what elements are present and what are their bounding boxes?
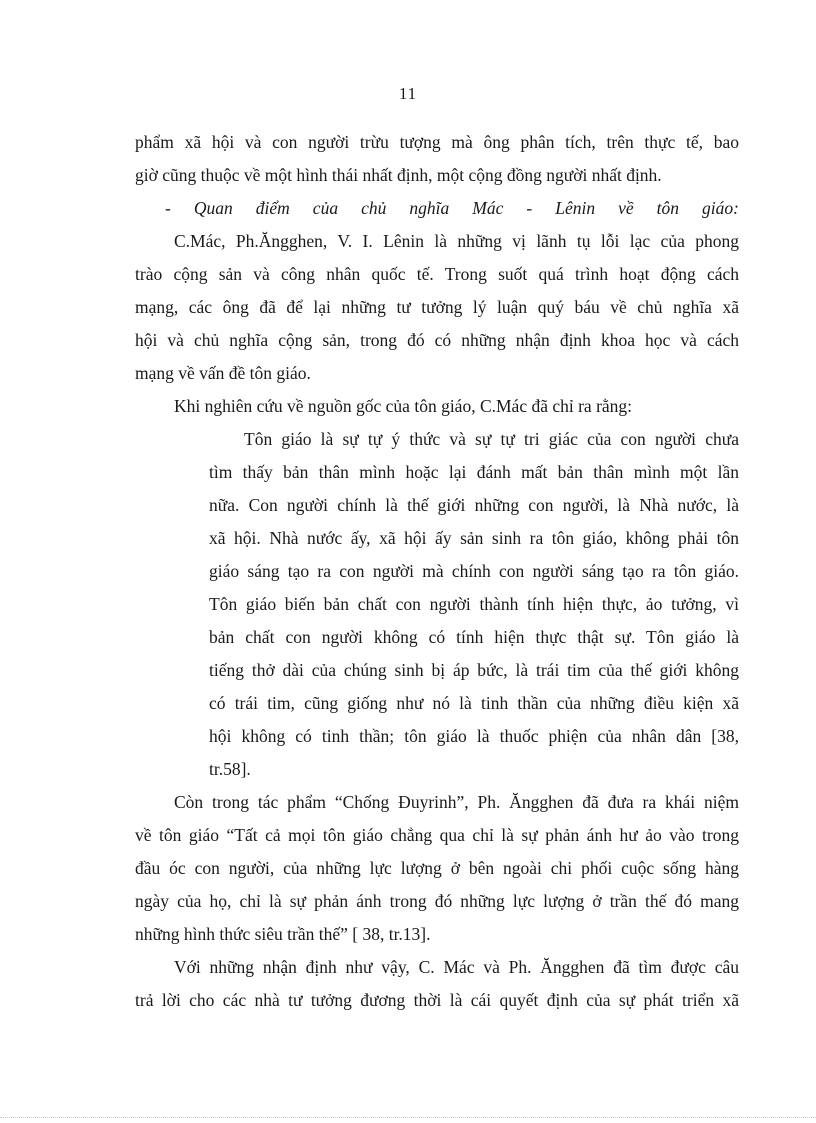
text-line: Còn trong tác phẩm “Chống Đuyrinh”, Ph. Ăngghen đã đưa ra khái niệm	[174, 792, 739, 812]
paragraph-3	[135, 390, 739, 423]
text-line: trào cộng sản và công nhân quốc tế. Trong suốt quá trình hoạt động cách	[135, 264, 739, 284]
paragraph-4	[135, 786, 739, 951]
text-line: đầu óc con người, của những lực lượng ở bên ngoài chi phối cuộc sống hàng	[135, 858, 739, 878]
text-line: - Quan điểm của chủ nghĩa Mác - Lênin về tôn giáo:	[165, 198, 739, 218]
text-line: ngày của họ, chỉ là sự phản ánh trong đó những lực lượng ở trần thế đó mang	[135, 891, 739, 911]
text-line: những hình thức siêu trần thế” [ 38, tr.13].	[135, 924, 431, 944]
paragraph-2	[135, 225, 739, 390]
text-line: nữa. Con người chính là thế giới những con người, là Nhà nước, là	[209, 495, 739, 515]
text-line: Với những nhận định như vậy, C. Mác và Ph. Ăngghen đã tìm được câu	[174, 957, 739, 977]
text-line: giáo sáng tạo ra con người mà chính con người sáng tạo ra tôn giáo.	[209, 561, 739, 581]
text-line: trả lời cho các nhà tư tưởng đương thời là cái quyết định của sự phát triển xã	[135, 990, 739, 1010]
text-line: về tôn giáo “Tất cả mọi tôn giáo chẳng qua chỉ là sự phản ánh hư ảo vào trong	[135, 825, 739, 845]
text-line: Tôn giáo biến bản chất con người thành tính hiện thực, ảo tưởng, vì	[209, 594, 739, 614]
block-quote	[209, 423, 739, 786]
text-line: mạng, các ông đã để lại những tư tưởng lý luận quý báu về chủ nghĩa xã	[135, 297, 739, 317]
text-line: có trái tim, cũng giống như nó là tinh thần của những điều kiện xã	[209, 693, 739, 713]
section-heading	[135, 192, 739, 225]
text-line: hội và chủ nghĩa cộng sản, trong đó có những nhận định khoa học và cách	[135, 330, 739, 350]
document-body	[135, 126, 739, 1017]
text-line: Tôn giáo là sự tự ý thức và sự tự tri giác của con người chưa	[244, 429, 739, 449]
page-bottom-rule	[0, 1117, 816, 1118]
text-line: xã hội. Nhà nước ấy, xã hội ấy sản sinh ra tôn giáo, không phải tôn	[209, 528, 739, 548]
text-line: tiếng thở dài của chúng sinh bị áp bức, là trái tim của thế giới không	[209, 660, 739, 680]
text-line: hội không có tinh thần; tôn giáo là thuốc phiện của nhân dân [38,	[209, 726, 739, 746]
paragraph-1	[135, 126, 739, 192]
text-line: phẩm xã hội và con người trừu tượng mà ông phân tích, trên thực tế, bao	[135, 132, 739, 152]
text-line: mạng về vấn đề tôn giáo.	[135, 363, 311, 383]
text-line: tr.58].	[209, 759, 251, 779]
text-line: tìm thấy bản thân mình hoặc lại đánh mất bản thân mình một lần	[209, 462, 739, 482]
text-line: giờ cũng thuộc về một hình thái nhất định, một cộng đồng người nhất định.	[135, 165, 662, 185]
text-line: Khi nghiên cứu về nguồn gốc của tôn giáo, C.Mác đã chỉ ra rằng:	[174, 396, 633, 416]
text-line: bản chất con người không có tính hiện thực thật sự. Tôn giáo là	[209, 627, 739, 647]
text-line: C.Mác, Ph.Ăngghen, V. I. Lênin là những vị lãnh tụ lỗi lạc của phong	[174, 231, 739, 251]
paragraph-5	[135, 951, 739, 1017]
page-number: 11	[398, 84, 418, 103]
